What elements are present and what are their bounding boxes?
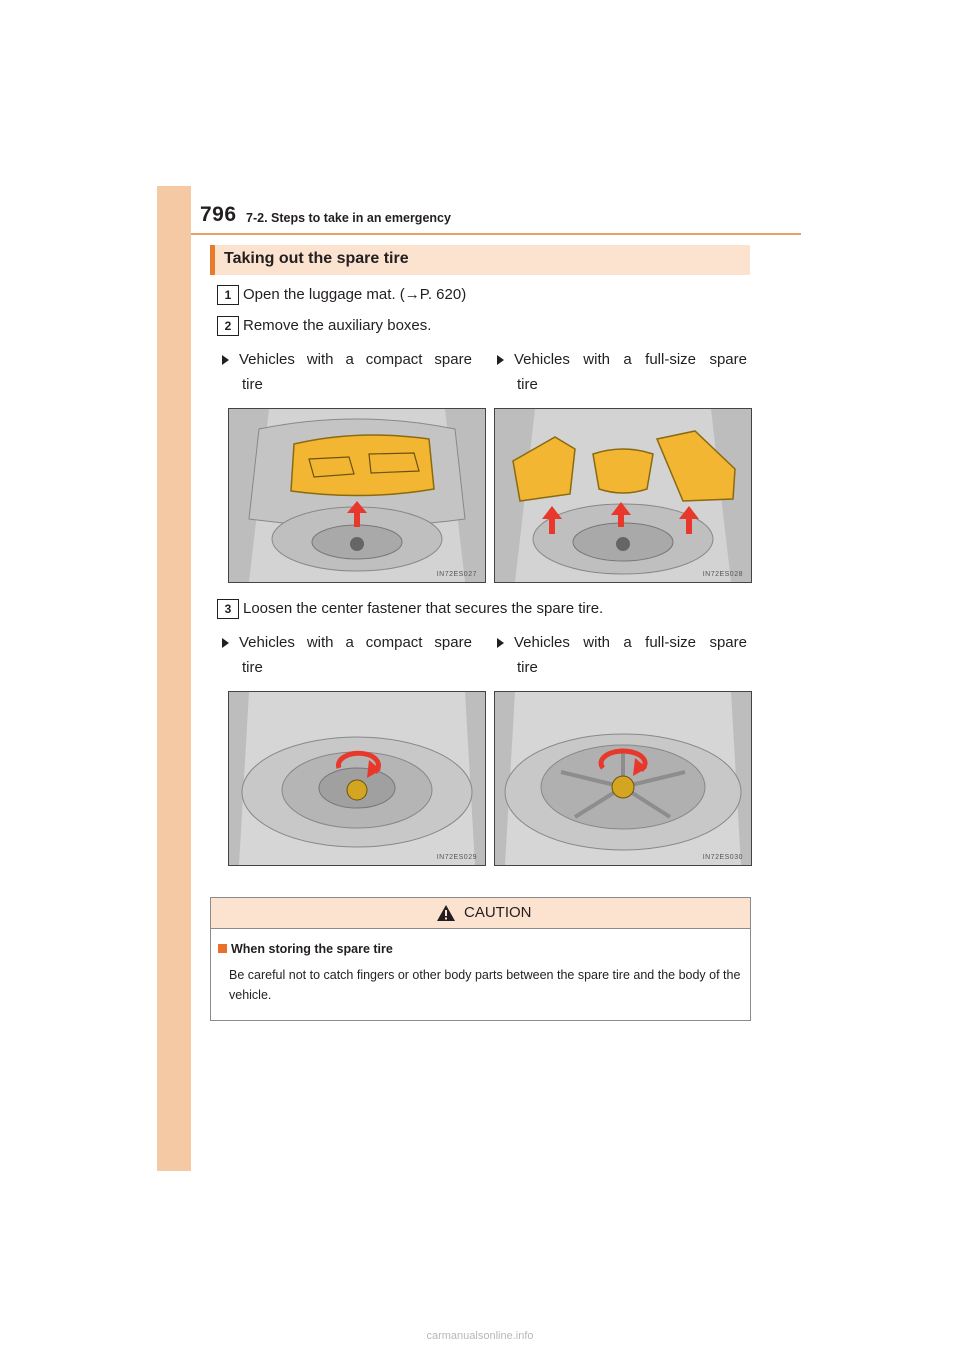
bullet-triangle-icon	[497, 638, 504, 648]
step-number-3: 3	[217, 599, 239, 619]
section-accent	[210, 245, 215, 275]
figure-label-fullsize-2: Vehicles with a full-size spare tire	[497, 630, 747, 680]
figure-fullsize-center-fastener	[494, 691, 752, 866]
section-heading	[210, 245, 750, 275]
figure-code: IN72ES029	[436, 854, 477, 861]
figure-label-fullsize: Vehicles with a full-size spare tire	[497, 347, 747, 397]
step-number-1: 1	[217, 285, 239, 305]
chapter-side-tab	[157, 186, 191, 1171]
step-text-1: Open the luggage mat. (→P. 620)	[243, 286, 467, 303]
header-divider	[191, 233, 801, 235]
caution-box	[210, 897, 751, 1021]
bullet-triangle-icon	[222, 638, 229, 648]
page-number: 796	[200, 203, 237, 226]
step-number-2: 2	[217, 316, 239, 336]
figure-fullsize-auxiliary-boxes	[494, 408, 752, 583]
caution-title: CAUTION	[464, 904, 532, 921]
figure-compact-auxiliary-box	[228, 408, 486, 583]
watermark: carmanualsonline.info	[426, 1330, 534, 1342]
square-bullet-icon	[218, 944, 227, 953]
caution-header	[211, 898, 750, 929]
figure-compact-center-fastener	[228, 691, 486, 866]
section-title: Taking out the spare tire	[224, 250, 409, 267]
bullet-triangle-icon	[222, 355, 229, 365]
chapter-title: 7-2. Steps to take in an emergency	[246, 211, 451, 225]
figure-label-compact: Vehicles with a compact spare tire	[222, 347, 472, 397]
caution-subheading: When storing the spare tire	[218, 942, 393, 956]
warning-triangle-icon	[436, 904, 456, 922]
figure-label-compact-2: Vehicles with a compact spare tire	[222, 630, 472, 680]
figure-code: IN72ES028	[702, 571, 743, 578]
figure-code: IN72ES027	[436, 571, 477, 578]
step-text-3: Loosen the center fastener that secures the spare tire.	[243, 600, 604, 617]
figure-code: IN72ES030	[702, 854, 743, 861]
step-text-2: Remove the auxiliary boxes.	[243, 317, 432, 334]
caution-body: Be careful not to catch fingers or other body parts between the spare tire and the body of the vehicle.	[229, 968, 741, 1002]
bullet-triangle-icon	[497, 355, 504, 365]
